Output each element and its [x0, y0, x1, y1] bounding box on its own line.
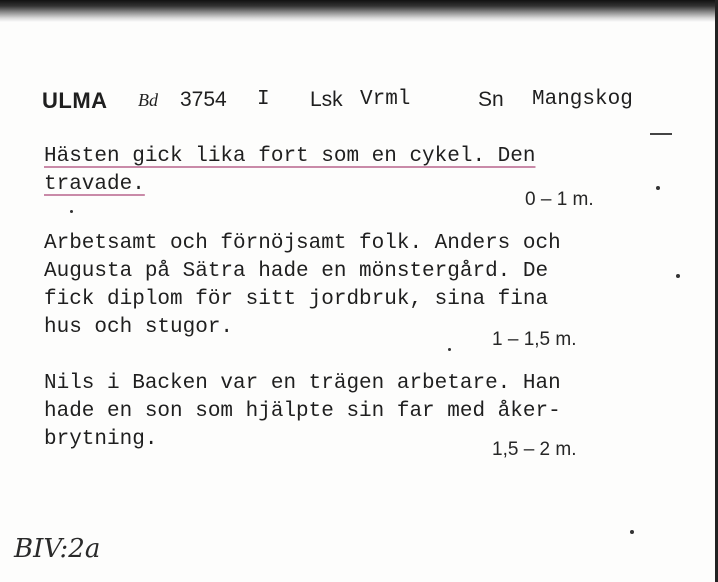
volume-label: I	[257, 88, 270, 111]
card-header	[42, 88, 662, 118]
archive-label: ULMA	[42, 88, 108, 113]
speck	[630, 530, 634, 534]
entry-2-line: fick diplom för sitt jordbruk, sina fina	[44, 288, 549, 311]
entry-3-line: hade en son som hjälpte sin far med åker-	[44, 400, 561, 423]
parish-value: Mangskog	[532, 88, 633, 111]
entry-2	[44, 230, 561, 342]
province-label: Lsk	[310, 88, 343, 111]
entry-2-line: Arbetsamt och förnöjsamt folk. Anders och	[44, 232, 561, 255]
entry-1-line: Hästen gick lika fort som en cykel. Den	[44, 145, 536, 168]
entry-2-depth: 1 – 1,5 m.	[492, 329, 577, 350]
parish-label: Sn	[478, 88, 504, 111]
entry-3-depth: 1,5 – 2 m.	[492, 439, 577, 460]
speck	[70, 210, 73, 213]
speck	[448, 348, 451, 351]
speck	[676, 274, 680, 278]
record-number: 3754	[180, 88, 227, 111]
entry-2-line: Augusta på Sätra hade en mönstergård. De	[44, 260, 549, 283]
entry-3-line: brytning.	[44, 428, 158, 451]
entry-2-line: hus och stugor.	[44, 316, 234, 339]
speck	[656, 186, 660, 190]
province-value: Vrml	[360, 88, 411, 111]
entry-1	[44, 143, 535, 199]
entry-1-depth: 0 – 1 m.	[525, 189, 594, 210]
bd-label: Bd	[138, 90, 158, 110]
entry-3	[44, 370, 561, 454]
entry-3-line: Nils i Backen var en trägen arbetare. Han	[44, 372, 561, 395]
entry-1-line: travade.	[44, 173, 145, 196]
card-top-edge	[0, 0, 718, 22]
pencil-mark	[650, 133, 672, 135]
margin-note: BIV:2a	[14, 534, 101, 564]
